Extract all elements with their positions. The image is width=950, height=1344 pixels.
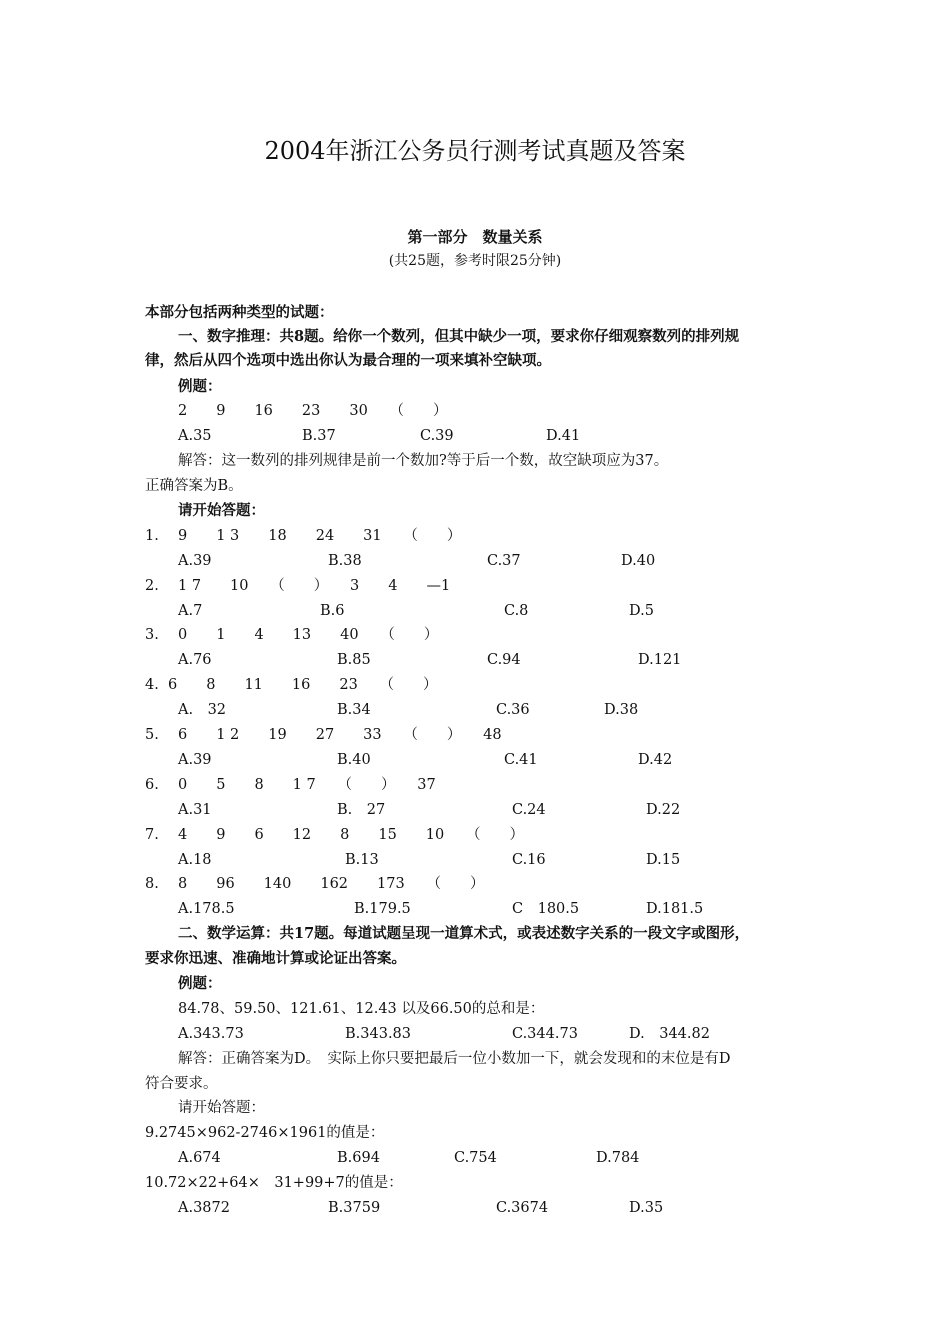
example-option-a: A.35	[178, 428, 212, 444]
question-number: 2.	[145, 578, 159, 594]
option-a: A.39	[178, 553, 212, 569]
section2-heading: 二、数学运算：共17题。每道试题呈现一道算术式，或表述数字关系的一段文字或图形，	[178, 925, 750, 942]
example-answer-cont: 符合要求。	[145, 1076, 218, 1092]
example-answer: 解答：这一数列的排列规律是前一个数加?等于后一个数，故空缺项应为37。	[178, 453, 669, 469]
option-c: C.94	[487, 652, 521, 668]
question-number: 6.	[145, 777, 159, 793]
question-number: 7.	[145, 827, 159, 843]
option-a: A.39	[178, 752, 212, 768]
example-option-c: C.344.73	[512, 1026, 578, 1042]
option-d: D.5	[629, 603, 654, 619]
option-c: C.3674	[496, 1200, 549, 1216]
question-number: 4.	[145, 677, 159, 693]
option-b: B.6	[320, 603, 345, 619]
part-subtitle: (共25题，参考时限25分钟)	[388, 253, 562, 269]
example-question: 84.78、59.50、121.61、12.43 以及66.50的总和是：	[178, 1001, 545, 1017]
start-label: 请开始答题：	[178, 502, 265, 519]
option-a: A. 32	[178, 702, 227, 718]
page-title: 2004年浙江公务员行测考试真题及答案	[264, 137, 686, 165]
example-option-b: B.37	[302, 428, 336, 444]
question-sequence: 0 1 4 13 40 （ ）	[178, 627, 439, 643]
option-c: C.8	[504, 603, 529, 619]
question-sequence: 4 9 6 12 8 15 10 （ ）	[178, 827, 525, 843]
option-a: A.7	[178, 603, 203, 619]
question-sequence: 9 1 3 18 24 31 （ ）	[178, 528, 462, 544]
option-d: D.15	[646, 852, 681, 868]
option-a: A.31	[178, 802, 212, 818]
example-sequence: 2 9 16 23 30 （ ）	[178, 403, 448, 419]
option-c: C.37	[487, 553, 521, 569]
option-b: B.13	[345, 852, 379, 868]
section2-heading-cont: 要求你迅速、准确地计算或论证出答案。	[145, 950, 406, 967]
question-text: 9.2745×962-2746×1961的值是：	[145, 1125, 385, 1141]
option-a: A.178.5	[178, 901, 235, 917]
question-number: 8.	[145, 876, 159, 892]
question-number: 5.	[145, 727, 159, 743]
option-d: D.42	[638, 752, 673, 768]
section1-heading-cont: 律，然后从四个选项中选出你认为最合理的一项来填补空缺项。	[145, 352, 551, 369]
example-label: 例题：	[178, 975, 222, 992]
question-sequence: 1 7 10 （ ） 3 4 —1	[178, 578, 451, 594]
option-b: B.85	[337, 652, 371, 668]
option-a: A.18	[178, 852, 212, 868]
option-a: A.674	[178, 1150, 221, 1166]
option-d: D.38	[604, 702, 639, 718]
option-a: A.3872	[178, 1200, 230, 1216]
option-c: C.24	[512, 802, 546, 818]
option-b: B.40	[337, 752, 371, 768]
example-option-d: D. 344.82	[629, 1026, 710, 1042]
part-title: 第一部分 数量关系	[407, 228, 543, 246]
option-c: C.16	[512, 852, 546, 868]
question-text: 10.72×22+64× 31+99+7的值是：	[145, 1175, 403, 1191]
question-number: 3.	[145, 627, 159, 643]
question-sequence: 0 5 8 1 7 （ ） 37	[178, 777, 436, 793]
question-sequence: 8 96 140 162 173 （ ）	[178, 876, 485, 892]
example-option-d: D.41	[546, 428, 581, 444]
option-c: C.754	[454, 1150, 497, 1166]
option-d: D.121	[638, 652, 682, 668]
option-b: B.694	[337, 1150, 380, 1166]
option-d: D.784	[596, 1150, 640, 1166]
start-label: 请开始答题：	[178, 1100, 265, 1116]
question-sequence: 6 1 2 19 27 33 （ ） 48	[178, 727, 502, 743]
option-a: A.76	[178, 652, 212, 668]
option-b: B.38	[328, 553, 362, 569]
question-number: 1.	[145, 528, 159, 544]
example-answer: 解答：正确答案为D。 实际上你只要把最后一位小数加一下，就会发现和的末位是有D	[178, 1051, 731, 1067]
option-b: B.3759	[328, 1200, 381, 1216]
example-option-c: C.39	[420, 428, 454, 444]
option-b: B.34	[337, 702, 371, 718]
option-d: D.40	[621, 553, 656, 569]
example-option-b: B.343.83	[345, 1026, 412, 1042]
option-d: D.181.5	[646, 901, 704, 917]
option-c: C 180.5	[512, 901, 580, 917]
example-label: 例题：	[178, 378, 222, 395]
option-d: D.35	[629, 1200, 664, 1216]
section1-heading: 一、数字推理：共8题。给你一个数列，但其中缺少一项，要求你仔细观察数列的排列规	[178, 328, 740, 345]
option-c: C.41	[504, 752, 538, 768]
option-d: D.22	[646, 802, 681, 818]
option-b: B. 27	[337, 802, 386, 818]
question-sequence: 6 8 11 16 23 （ ）	[168, 677, 438, 693]
example-answer-cont: 正确答案为B。	[145, 478, 243, 494]
option-b: B.179.5	[354, 901, 411, 917]
option-c: C.36	[496, 702, 530, 718]
intro-text: 本部分包括两种类型的试题：	[145, 304, 334, 321]
example-option-a: A.343.73	[178, 1026, 244, 1042]
